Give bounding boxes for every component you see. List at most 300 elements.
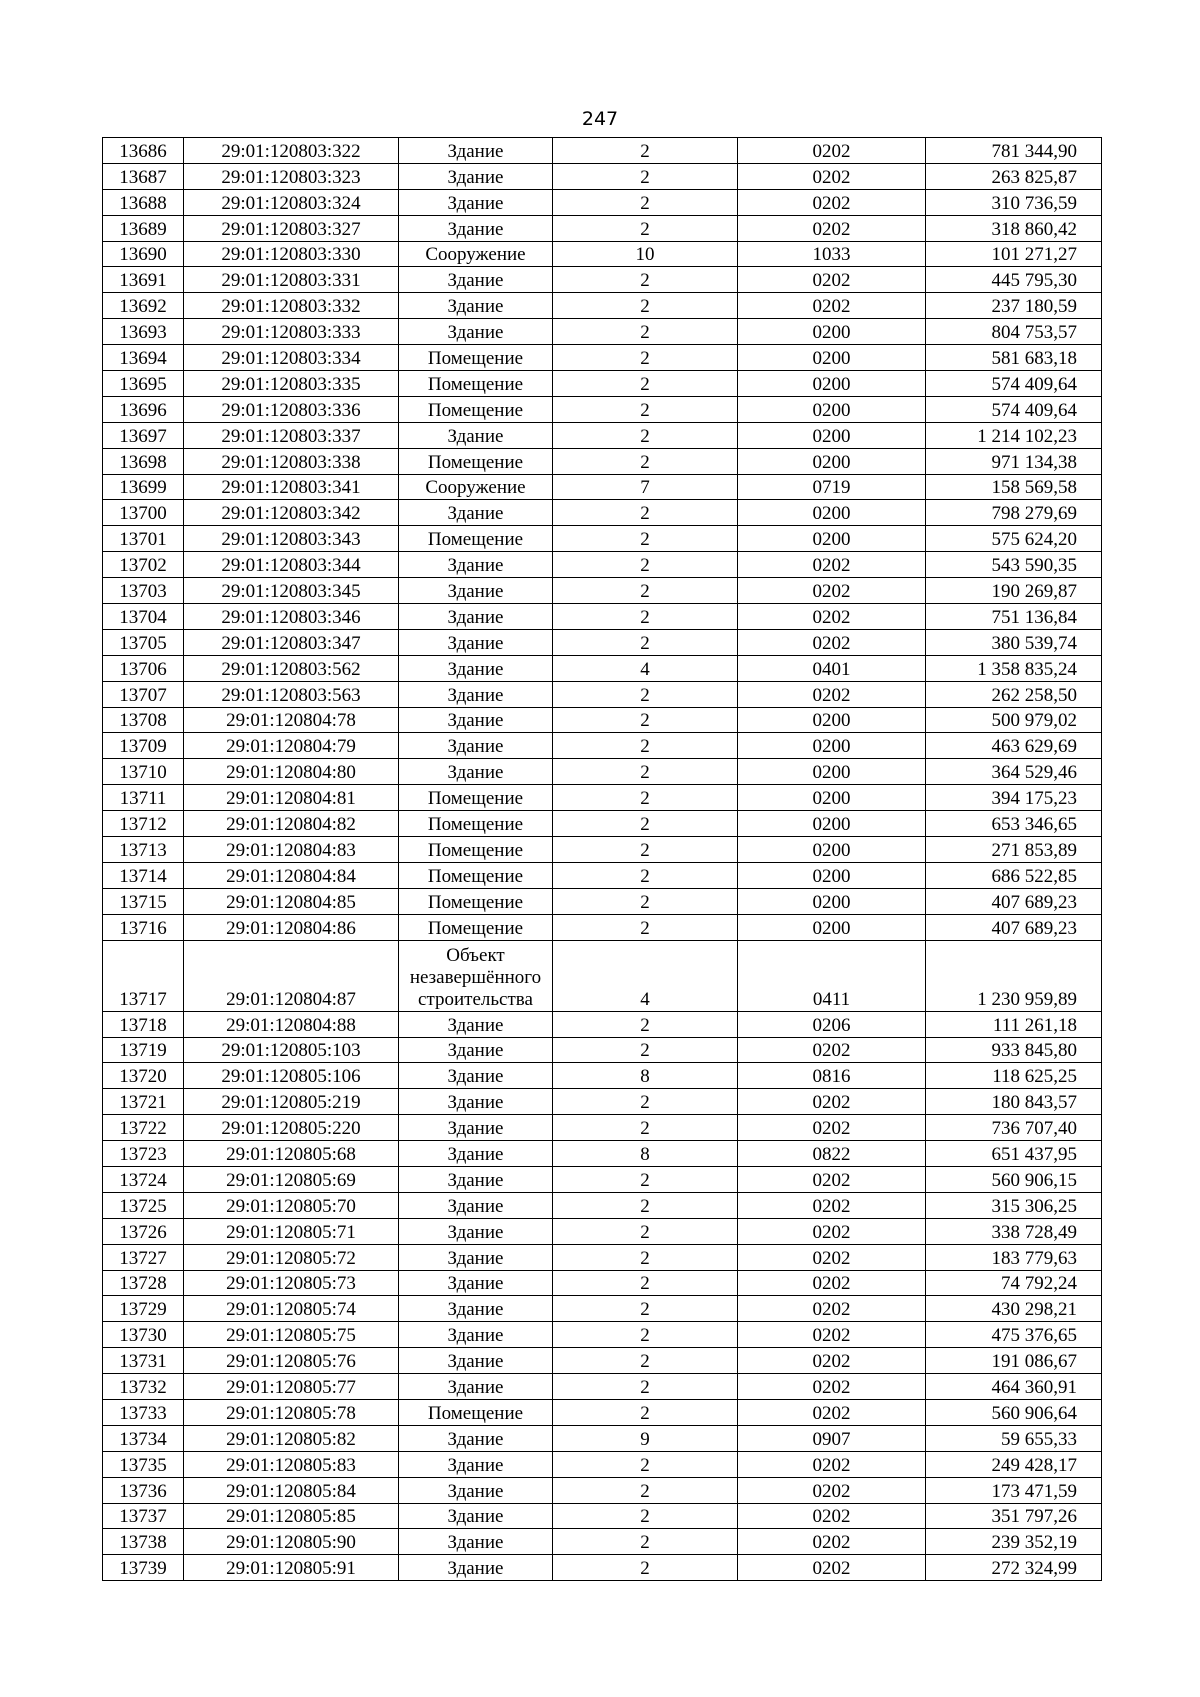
cadastral-value-cell: 581 683,18 bbox=[926, 345, 1102, 371]
object-type-cell: Помещение bbox=[399, 526, 553, 552]
group-cell: 2 bbox=[553, 215, 738, 241]
cadastral-value-cell: 407 689,23 bbox=[926, 888, 1102, 914]
cadastral-value-cell: 271 853,89 bbox=[926, 837, 1102, 863]
table-row bbox=[103, 448, 1102, 474]
group-cell: 2 bbox=[553, 319, 738, 345]
cadastral-number-cell: 29:01:120804:82 bbox=[184, 811, 399, 837]
cadastral-value-cell: 190 269,87 bbox=[926, 578, 1102, 604]
cadastral-value-cell: 351 797,26 bbox=[926, 1503, 1102, 1529]
cadastral-value-cell: 1 214 102,23 bbox=[926, 422, 1102, 448]
cadastral-value-cell: 364 529,46 bbox=[926, 759, 1102, 785]
table-row bbox=[103, 1425, 1102, 1451]
object-type-cell: Здание bbox=[399, 1348, 553, 1374]
group-cell: 2 bbox=[553, 604, 738, 630]
cadastral-value-cell: 262 258,50 bbox=[926, 681, 1102, 707]
group-cell: 2 bbox=[553, 371, 738, 397]
cadastral-number-cell: 29:01:120803:330 bbox=[184, 241, 399, 267]
object-type-cell: Помещение bbox=[399, 811, 553, 837]
table-row bbox=[103, 1063, 1102, 1089]
row-number-cell: 13705 bbox=[103, 629, 184, 655]
cadastral-value-cell: 315 306,25 bbox=[926, 1192, 1102, 1218]
cadastral-value-cell: 475 376,65 bbox=[926, 1322, 1102, 1348]
cadastral-number-cell: 29:01:120804:81 bbox=[184, 785, 399, 811]
cadastral-value-cell: 118 625,25 bbox=[926, 1063, 1102, 1089]
code-cell: 0202 bbox=[738, 1451, 926, 1477]
code-cell: 0200 bbox=[738, 319, 926, 345]
group-cell: 2 bbox=[553, 1011, 738, 1037]
row-number-cell: 13730 bbox=[103, 1322, 184, 1348]
object-type-cell: Здание bbox=[399, 629, 553, 655]
object-type-cell: Здание bbox=[399, 1425, 553, 1451]
group-cell: 2 bbox=[553, 1296, 738, 1322]
group-cell: 7 bbox=[553, 474, 738, 500]
table-row bbox=[103, 604, 1102, 630]
code-cell: 0200 bbox=[738, 811, 926, 837]
table-row bbox=[103, 241, 1102, 267]
group-cell: 2 bbox=[553, 267, 738, 293]
table-row bbox=[103, 811, 1102, 837]
object-type-cell: Здание bbox=[399, 1192, 553, 1218]
table-row bbox=[103, 189, 1102, 215]
group-cell: 2 bbox=[553, 138, 738, 164]
cadastral-number-cell: 29:01:120805:74 bbox=[184, 1296, 399, 1322]
code-cell: 0202 bbox=[738, 1399, 926, 1425]
code-cell: 0202 bbox=[738, 1477, 926, 1503]
row-number-cell: 13736 bbox=[103, 1477, 184, 1503]
row-number-cell: 13696 bbox=[103, 396, 184, 422]
object-type-cell: Здание bbox=[399, 1037, 553, 1063]
group-cell: 8 bbox=[553, 1141, 738, 1167]
table-row bbox=[103, 474, 1102, 500]
group-cell: 2 bbox=[553, 1089, 738, 1115]
code-cell: 0200 bbox=[738, 345, 926, 371]
cadastral-number-cell: 29:01:120805:75 bbox=[184, 1322, 399, 1348]
code-cell: 0200 bbox=[738, 422, 926, 448]
cadastral-number-cell: 29:01:120804:87 bbox=[184, 940, 399, 1011]
object-type-cell: Здание bbox=[399, 1503, 553, 1529]
table-row bbox=[103, 138, 1102, 164]
row-number-cell: 13712 bbox=[103, 811, 184, 837]
object-type-cell: Помещение bbox=[399, 448, 553, 474]
group-cell: 2 bbox=[553, 422, 738, 448]
cadastral-value-cell: 574 409,64 bbox=[926, 371, 1102, 397]
cadastral-value-cell: 394 175,23 bbox=[926, 785, 1102, 811]
cadastral-value-cell: 239 352,19 bbox=[926, 1529, 1102, 1555]
table-row bbox=[103, 371, 1102, 397]
group-cell: 2 bbox=[553, 526, 738, 552]
cadastral-number-cell: 29:01:120803:337 bbox=[184, 422, 399, 448]
table-row bbox=[103, 940, 1102, 1011]
cadastral-value-cell: 180 843,57 bbox=[926, 1089, 1102, 1115]
code-cell: 0202 bbox=[738, 1037, 926, 1063]
table-row bbox=[103, 396, 1102, 422]
cadastral-number-cell: 29:01:120804:79 bbox=[184, 733, 399, 759]
cadastral-number-cell: 29:01:120805:72 bbox=[184, 1244, 399, 1270]
group-cell: 2 bbox=[553, 163, 738, 189]
row-number-cell: 13717 bbox=[103, 940, 184, 1011]
row-number-cell: 13694 bbox=[103, 345, 184, 371]
row-number-cell: 13706 bbox=[103, 655, 184, 681]
code-cell: 0202 bbox=[738, 578, 926, 604]
object-type-cell: Здание bbox=[399, 1141, 553, 1167]
cadastral-number-cell: 29:01:120803:563 bbox=[184, 681, 399, 707]
code-cell: 0202 bbox=[738, 629, 926, 655]
cadastral-value-cell: 263 825,87 bbox=[926, 163, 1102, 189]
row-number-cell: 13725 bbox=[103, 1192, 184, 1218]
row-number-cell: 13713 bbox=[103, 837, 184, 863]
code-cell: 0200 bbox=[738, 707, 926, 733]
group-cell: 2 bbox=[553, 914, 738, 940]
code-cell: 0202 bbox=[738, 1270, 926, 1296]
object-type-cell: Здание bbox=[399, 1555, 553, 1581]
row-number-cell: 13721 bbox=[103, 1089, 184, 1115]
object-type-cell: Здание bbox=[399, 1166, 553, 1192]
table-row bbox=[103, 733, 1102, 759]
table-row bbox=[103, 1115, 1102, 1141]
table-row bbox=[103, 1270, 1102, 1296]
object-type-cell: Сооружение bbox=[399, 241, 553, 267]
row-number-cell: 13723 bbox=[103, 1141, 184, 1167]
group-cell: 2 bbox=[553, 578, 738, 604]
row-number-cell: 13689 bbox=[103, 215, 184, 241]
table-row bbox=[103, 1503, 1102, 1529]
row-number-cell: 13728 bbox=[103, 1270, 184, 1296]
cadastral-number-cell: 29:01:120803:338 bbox=[184, 448, 399, 474]
cadastral-number-cell: 29:01:120803:335 bbox=[184, 371, 399, 397]
cadastral-value-cell: 651 437,95 bbox=[926, 1141, 1102, 1167]
code-cell: 0202 bbox=[738, 1529, 926, 1555]
group-cell: 2 bbox=[553, 293, 738, 319]
row-number-cell: 13693 bbox=[103, 319, 184, 345]
group-cell: 2 bbox=[553, 1399, 738, 1425]
row-number-cell: 13724 bbox=[103, 1166, 184, 1192]
row-number-cell: 13727 bbox=[103, 1244, 184, 1270]
object-type-cell: Здание bbox=[399, 215, 553, 241]
row-number-cell: 13737 bbox=[103, 1503, 184, 1529]
cadastral-number-cell: 29:01:120803:322 bbox=[184, 138, 399, 164]
cadastral-number-cell: 29:01:120803:343 bbox=[184, 526, 399, 552]
cadastral-value-cell: 560 906,15 bbox=[926, 1166, 1102, 1192]
code-cell: 0202 bbox=[738, 1115, 926, 1141]
group-cell: 2 bbox=[553, 500, 738, 526]
group-cell: 4 bbox=[553, 940, 738, 1011]
code-cell: 0202 bbox=[738, 1348, 926, 1374]
group-cell: 2 bbox=[553, 1037, 738, 1063]
table-row bbox=[103, 837, 1102, 863]
row-number-cell: 13692 bbox=[103, 293, 184, 319]
code-cell: 0206 bbox=[738, 1011, 926, 1037]
group-cell: 2 bbox=[553, 1503, 738, 1529]
row-number-cell: 13699 bbox=[103, 474, 184, 500]
cadastral-number-cell: 29:01:120805:85 bbox=[184, 1503, 399, 1529]
group-cell: 2 bbox=[553, 1529, 738, 1555]
row-number-cell: 13698 bbox=[103, 448, 184, 474]
row-number-cell: 13700 bbox=[103, 500, 184, 526]
cadastral-value-cell: 686 522,85 bbox=[926, 862, 1102, 888]
cadastral-value-cell: 543 590,35 bbox=[926, 552, 1102, 578]
code-cell: 0907 bbox=[738, 1425, 926, 1451]
cadastral-value-cell: 173 471,59 bbox=[926, 1477, 1102, 1503]
table-row bbox=[103, 526, 1102, 552]
code-cell: 0200 bbox=[738, 862, 926, 888]
cadastral-value-cell: 736 707,40 bbox=[926, 1115, 1102, 1141]
group-cell: 2 bbox=[553, 759, 738, 785]
code-cell: 0202 bbox=[738, 138, 926, 164]
group-cell: 2 bbox=[553, 681, 738, 707]
code-cell: 0200 bbox=[738, 526, 926, 552]
row-number-cell: 13729 bbox=[103, 1296, 184, 1322]
object-type-cell: Здание bbox=[399, 267, 553, 293]
table-row bbox=[103, 1011, 1102, 1037]
cadastral-value-cell: 575 624,20 bbox=[926, 526, 1102, 552]
row-number-cell: 13711 bbox=[103, 785, 184, 811]
group-cell: 2 bbox=[553, 189, 738, 215]
cadastral-number-cell: 29:01:120805:71 bbox=[184, 1218, 399, 1244]
cadastral-number-cell: 29:01:120803:331 bbox=[184, 267, 399, 293]
cadastral-number-cell: 29:01:120805:91 bbox=[184, 1555, 399, 1581]
table-row bbox=[103, 862, 1102, 888]
cadastral-number-cell: 29:01:120805:68 bbox=[184, 1141, 399, 1167]
cadastral-number-cell: 29:01:120805:69 bbox=[184, 1166, 399, 1192]
row-number-cell: 13691 bbox=[103, 267, 184, 293]
code-cell: 0202 bbox=[738, 1244, 926, 1270]
cadastral-number-cell: 29:01:120804:88 bbox=[184, 1011, 399, 1037]
object-type-cell: Здание bbox=[399, 1244, 553, 1270]
row-number-cell: 13704 bbox=[103, 604, 184, 630]
cadastral-value-cell: 751 136,84 bbox=[926, 604, 1102, 630]
group-cell: 2 bbox=[553, 1322, 738, 1348]
cadastral-value-cell: 500 979,02 bbox=[926, 707, 1102, 733]
cadastral-value-cell: 310 736,59 bbox=[926, 189, 1102, 215]
cadastral-value-cell: 798 279,69 bbox=[926, 500, 1102, 526]
object-type-cell: Здание bbox=[399, 604, 553, 630]
object-type-cell: Здание bbox=[399, 1374, 553, 1400]
code-cell: 0202 bbox=[738, 189, 926, 215]
code-cell: 0202 bbox=[738, 1555, 926, 1581]
table-row bbox=[103, 578, 1102, 604]
table-row bbox=[103, 1477, 1102, 1503]
cadastral-number-cell: 29:01:120803:324 bbox=[184, 189, 399, 215]
cadastral-value-cell: 1 358 835,24 bbox=[926, 655, 1102, 681]
table-row bbox=[103, 1166, 1102, 1192]
object-type-cell: Здание bbox=[399, 1529, 553, 1555]
table-row bbox=[103, 1089, 1102, 1115]
row-number-cell: 13697 bbox=[103, 422, 184, 448]
cadastral-number-cell: 29:01:120804:86 bbox=[184, 914, 399, 940]
table-row bbox=[103, 552, 1102, 578]
table-row bbox=[103, 267, 1102, 293]
cadastral-value-cell: 430 298,21 bbox=[926, 1296, 1102, 1322]
object-type-cell: Здание bbox=[399, 500, 553, 526]
group-cell: 10 bbox=[553, 241, 738, 267]
cadastral-number-cell: 29:01:120805:84 bbox=[184, 1477, 399, 1503]
code-cell: 0200 bbox=[738, 396, 926, 422]
object-type-cell: Здание bbox=[399, 1011, 553, 1037]
object-type-cell: Помещение bbox=[399, 888, 553, 914]
group-cell: 2 bbox=[553, 707, 738, 733]
table-row bbox=[103, 1244, 1102, 1270]
code-cell: 0202 bbox=[738, 293, 926, 319]
group-cell: 2 bbox=[553, 837, 738, 863]
cadastral-value-cell: 191 086,67 bbox=[926, 1348, 1102, 1374]
table-row bbox=[103, 1374, 1102, 1400]
row-number-cell: 13716 bbox=[103, 914, 184, 940]
cadastral-number-cell: 29:01:120804:84 bbox=[184, 862, 399, 888]
code-cell: 0202 bbox=[738, 552, 926, 578]
cadastral-value-cell: 249 428,17 bbox=[926, 1451, 1102, 1477]
code-cell: 0202 bbox=[738, 681, 926, 707]
row-number-cell: 13686 bbox=[103, 138, 184, 164]
table-row bbox=[103, 1348, 1102, 1374]
cadastral-value-cell: 445 795,30 bbox=[926, 267, 1102, 293]
cadastral-value-cell: 338 728,49 bbox=[926, 1218, 1102, 1244]
row-number-cell: 13733 bbox=[103, 1399, 184, 1425]
table-row bbox=[103, 759, 1102, 785]
cadastral-value-cell: 74 792,24 bbox=[926, 1270, 1102, 1296]
object-type-cell: Здание bbox=[399, 319, 553, 345]
object-type-cell: Здание bbox=[399, 422, 553, 448]
cadastral-number-cell: 29:01:120803:342 bbox=[184, 500, 399, 526]
group-cell: 2 bbox=[553, 1348, 738, 1374]
cadastral-value-cell: 971 134,38 bbox=[926, 448, 1102, 474]
cadastral-value-cell: 560 906,64 bbox=[926, 1399, 1102, 1425]
code-cell: 1033 bbox=[738, 241, 926, 267]
group-cell: 2 bbox=[553, 785, 738, 811]
cadastral-number-cell: 29:01:120803:344 bbox=[184, 552, 399, 578]
cadastral-number-cell: 29:01:120805:77 bbox=[184, 1374, 399, 1400]
table-row bbox=[103, 1322, 1102, 1348]
object-type-cell: Здание bbox=[399, 759, 553, 785]
cadastral-value-cell: 781 344,90 bbox=[926, 138, 1102, 164]
cadastral-number-cell: 29:01:120803:327 bbox=[184, 215, 399, 241]
cadastral-value-cell: 574 409,64 bbox=[926, 396, 1102, 422]
row-number-cell: 13726 bbox=[103, 1218, 184, 1244]
group-cell: 2 bbox=[553, 733, 738, 759]
cadastral-value-cell: 804 753,57 bbox=[926, 319, 1102, 345]
code-cell: 0200 bbox=[738, 785, 926, 811]
row-number-cell: 13719 bbox=[103, 1037, 184, 1063]
object-type-cell: Помещение bbox=[399, 785, 553, 811]
row-number-cell: 13714 bbox=[103, 862, 184, 888]
code-cell: 0200 bbox=[738, 371, 926, 397]
page-number: 247 bbox=[581, 108, 619, 130]
object-type-cell: Здание bbox=[399, 1089, 553, 1115]
cadastral-number-cell: 29:01:120803:334 bbox=[184, 345, 399, 371]
table-row bbox=[103, 785, 1102, 811]
code-cell: 0202 bbox=[738, 163, 926, 189]
row-number-cell: 13702 bbox=[103, 552, 184, 578]
cadastral-value-cell: 464 360,91 bbox=[926, 1374, 1102, 1400]
object-type-cell: Помещение bbox=[399, 1399, 553, 1425]
group-cell: 2 bbox=[553, 1555, 738, 1581]
table-row bbox=[103, 655, 1102, 681]
object-type-cell: Здание bbox=[399, 293, 553, 319]
code-cell: 0202 bbox=[738, 1192, 926, 1218]
table-row bbox=[103, 215, 1102, 241]
table-row bbox=[103, 629, 1102, 655]
cadastral-value-cell: 1 230 959,89 bbox=[926, 940, 1102, 1011]
object-type-cell: Объект незавершённого строительства bbox=[399, 940, 553, 1011]
row-number-cell: 13731 bbox=[103, 1348, 184, 1374]
row-number-cell: 13734 bbox=[103, 1425, 184, 1451]
code-cell: 0202 bbox=[738, 1166, 926, 1192]
row-number-cell: 13735 bbox=[103, 1451, 184, 1477]
object-type-cell: Помещение bbox=[399, 914, 553, 940]
group-cell: 2 bbox=[553, 888, 738, 914]
object-type-cell: Здание bbox=[399, 1270, 553, 1296]
table-row bbox=[103, 319, 1102, 345]
cadastral-value-cell: 380 539,74 bbox=[926, 629, 1102, 655]
object-type-cell: Здание bbox=[399, 1322, 553, 1348]
cadastral-value-table bbox=[102, 137, 1102, 1581]
object-type-cell: Помещение bbox=[399, 396, 553, 422]
row-number-cell: 13695 bbox=[103, 371, 184, 397]
table-row bbox=[103, 163, 1102, 189]
cadastral-number-cell: 29:01:120804:83 bbox=[184, 837, 399, 863]
group-cell: 2 bbox=[553, 1374, 738, 1400]
code-cell: 0401 bbox=[738, 655, 926, 681]
cadastral-value-cell: 111 261,18 bbox=[926, 1011, 1102, 1037]
cadastral-number-cell: 29:01:120805:220 bbox=[184, 1115, 399, 1141]
cadastral-value-cell: 59 655,33 bbox=[926, 1425, 1102, 1451]
code-cell: 0202 bbox=[738, 604, 926, 630]
cadastral-number-cell: 29:01:120805:103 bbox=[184, 1037, 399, 1063]
row-number-cell: 13687 bbox=[103, 163, 184, 189]
cadastral-value-cell: 933 845,80 bbox=[926, 1037, 1102, 1063]
cadastral-number-cell: 29:01:120803:562 bbox=[184, 655, 399, 681]
code-cell: 0200 bbox=[738, 733, 926, 759]
code-cell: 0200 bbox=[738, 837, 926, 863]
code-cell: 0202 bbox=[738, 215, 926, 241]
cadastral-value-cell: 183 779,63 bbox=[926, 1244, 1102, 1270]
object-type-cell: Здание bbox=[399, 681, 553, 707]
row-number-cell: 13707 bbox=[103, 681, 184, 707]
cadastral-value-cell: 318 860,42 bbox=[926, 215, 1102, 241]
row-number-cell: 13732 bbox=[103, 1374, 184, 1400]
table-row bbox=[103, 1555, 1102, 1581]
row-number-cell: 13722 bbox=[103, 1115, 184, 1141]
group-cell: 2 bbox=[553, 1451, 738, 1477]
cadastral-number-cell: 29:01:120804:85 bbox=[184, 888, 399, 914]
cadastral-number-cell: 29:01:120803:332 bbox=[184, 293, 399, 319]
cadastral-number-cell: 29:01:120805:219 bbox=[184, 1089, 399, 1115]
object-type-cell: Здание bbox=[399, 1115, 553, 1141]
row-number-cell: 13701 bbox=[103, 526, 184, 552]
cadastral-number-cell: 29:01:120805:70 bbox=[184, 1192, 399, 1218]
object-type-cell: Помещение bbox=[399, 345, 553, 371]
code-cell: 0816 bbox=[738, 1063, 926, 1089]
cadastral-number-cell: 29:01:120803:346 bbox=[184, 604, 399, 630]
row-number-cell: 13690 bbox=[103, 241, 184, 267]
cadastral-number-cell: 29:01:120805:76 bbox=[184, 1348, 399, 1374]
row-number-cell: 13708 bbox=[103, 707, 184, 733]
code-cell: 0719 bbox=[738, 474, 926, 500]
code-cell: 0822 bbox=[738, 1141, 926, 1167]
cadastral-number-cell: 29:01:120805:106 bbox=[184, 1063, 399, 1089]
group-cell: 2 bbox=[553, 396, 738, 422]
object-type-cell: Здание bbox=[399, 138, 553, 164]
object-type-cell: Здание bbox=[399, 1218, 553, 1244]
cadastral-number-cell: 29:01:120804:80 bbox=[184, 759, 399, 785]
table-row bbox=[103, 1399, 1102, 1425]
group-cell: 2 bbox=[553, 629, 738, 655]
table-row bbox=[103, 1529, 1102, 1555]
object-type-cell: Здание bbox=[399, 707, 553, 733]
object-type-cell: Здание bbox=[399, 1296, 553, 1322]
object-type-cell: Здание bbox=[399, 163, 553, 189]
cadastral-value-cell: 463 629,69 bbox=[926, 733, 1102, 759]
group-cell: 2 bbox=[553, 1192, 738, 1218]
